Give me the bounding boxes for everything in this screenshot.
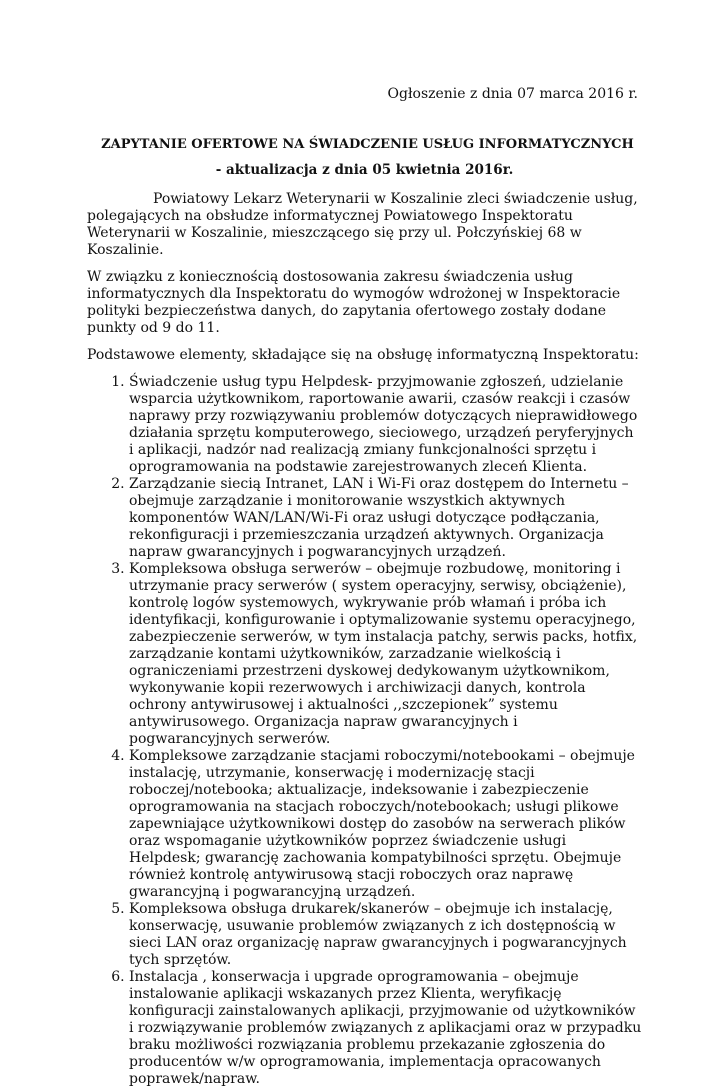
list-item-4: 4. Kompleksowe zarządzanie stacjami roboczymi/notebookami – obejmuje instalację, utrzymanie, konserwację i modernizację stacji roboczej/notebooka; aktualizacje, indeksowanie i zabezpieczenie oprogramowania na stacjach roboczych/notebookach; usługi plikowe zapewniające użytkownikowi dostęp do zasobów na serwerach plików oraz wspomaganie użytkowników poprzez świadczenie usługi Helpdesk; gwarancję zachowania kompatybilności sprzętu. Obejmuje również kontrolę antywirusową stacji roboczych oraz naprawę gwarancyjną i pogwarancyjną urządzeń. — [129, 748, 642, 901]
list-item-3: 3. Kompleksowa obsługa serwerów – obejmuje rozbudowę, monitoring i utrzymanie pracy serwerów ( system operacyjny, serwisy, obciążenie), kontrolę logów systemowych, wykrywanie prób włamań i próba ich identyfikacji, konfigurowanie i optymalizowanie systemu operacyjnego, zabezpieczenie serwerów, w tym instalacja patchy, serwis packs, hotfix, zarządzanie kontami użytkowników, zarzadzanie wielkością i ograniczeniami przestrzeni dyskowej dedykowanym użytkownikom, wykonywanie kopii rezerwowych i archiwizacji danych, kontrola ochrony antywirusowej i aktualności ,,szczepionek” systemu antywirusowego. Organizacja napraw gwarancyjnych i pogwarancyjnych serwerów. — [129, 561, 642, 748]
list-item-1: 1. Świadczenie usług typu Helpdesk- przyjmowanie zgłoszeń, udzielanie wsparcia użytkownikom, raportowanie awarii, czasów reakcji i czasów naprawy przy rozwiązywaniu problemów dotyczących nieprawidłowego działania sprzętu komputerowego, sieciowego, urządzeń peryferyjnych i aplikacji, nadzór nad realizacją zmiany funkcjonalności sprzętu i oprogramowania na podstawie zarejestrowanych zleceń Klienta. — [129, 374, 642, 476]
list-item-6: 6. Instalacja , konserwacja i upgrade oprogramowania – obejmuje instalowanie aplikacji wskazanych przez Klienta, weryfikację konfiguracji zainstalowanych aplikacji, przyjmowanie od użytkowników i rozwiązywanie problemów związanych z aplikacjami oraz w przypadku braku możliwości rozwiązania problemu przekazanie zgłoszenia do producentów w/w oprogramowania, implementacja opracowanych poprawek/napraw. — [129, 969, 642, 1088]
intro-paragraph: Powiatowy Lekarz Weterynarii w Koszalinie zleci świadczenie usług, polegających na obsłudze informatycznej Powiatowego Inspektoratu Weterynarii w Koszalinie, mieszczącego się przy ul. Połczyńskiej 68 w Koszalinie. — [87, 191, 638, 258]
document-title: ZAPYTANIE OFERTOWE NA ŚWIADCZENIE USŁUG INFORMATYCZNYCH — [101, 137, 634, 152]
document-page — [87, 86, 642, 1088]
announcement-date: Ogłoszenie z dnia 07 marca 2016 r. — [387, 86, 638, 102]
list-item-2: 2. Zarządzanie siecią Intranet, LAN i Wi-Fi oraz dostępem do Internetu – obejmuje zarządzanie i monitorowanie wszystkich aktywnych komponentów WAN/LAN/Wi-Fi oraz usługi dotyczące podłączania, rekonfiguracji i przemieszczania urządzeń aktywnych. Organizacja napraw gwarancyjnych i pogwarancyjnych urządzeń. — [129, 476, 642, 561]
list-intro-paragraph: Podstawowe elementy, składające się na obsługę informatyczną Inspektoratu: — [87, 347, 639, 363]
list-item-5: 5. Kompleksowa obsługa drukarek/skanerów – obejmuje ich instalację, konserwację, usuwanie problemów związanych z ich dostępnością w sieci LAN oraz organizację napraw gwarancyjnych i pogwarancyjnych tych sprzętów. — [129, 901, 642, 969]
update-note-paragraph: W związku z koniecznością dostosowania zakresu świadczenia usług informatycznych dla Inspektoratu do wymogów wdrożonej w Inspektoracie polityki bezpieczeństwa danych, do zapytania ofertowego zostały dodane punkty od 9 do 11. — [87, 269, 621, 336]
document-subtitle: - aktualizacja z dnia 05 kwietnia 2016r. — [215, 162, 514, 178]
services-list — [87, 374, 642, 1088]
